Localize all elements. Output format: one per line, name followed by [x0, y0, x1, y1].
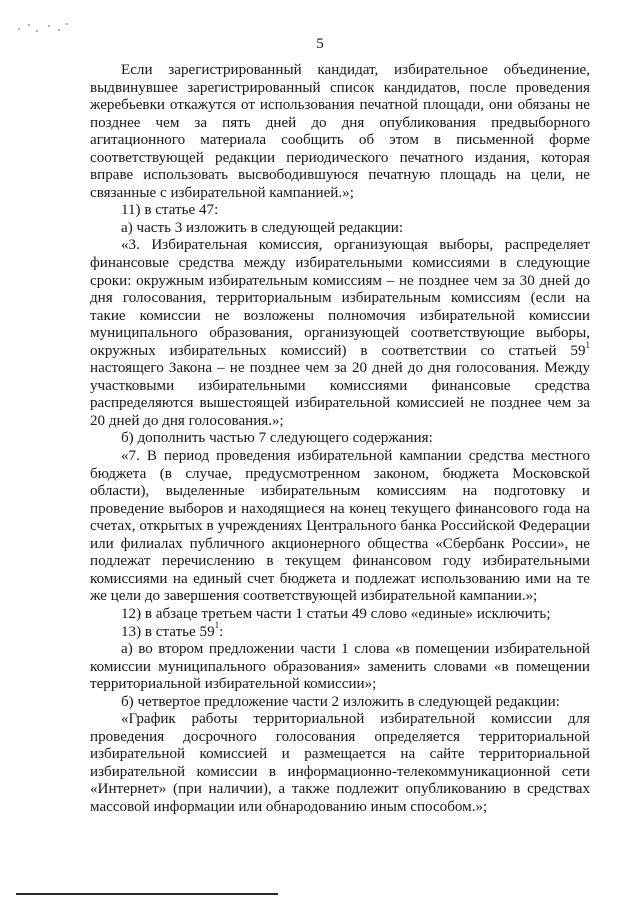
- paragraph-text: настоящего Закона – не позднее чем за 20 дней до дня голосования. Между участковыми избирательными комиссиями финансовые средства распределяются вышестоящей избирательной комиссией не позднее чем за 20 дней до дня голосования.»;: [90, 360, 590, 429]
- superscript: 1: [585, 339, 590, 350]
- paragraph: а) часть 3 изложить в следующей редакции:: [121, 219, 404, 236]
- paragraph: б) дополнить частью 7 следующего содержания:: [121, 430, 433, 447]
- paragraph: 11) в статье 47:: [121, 202, 219, 219]
- paragraph: «7. В период проведения избирательной кампании средства местного бюджета (в случае, предусмотренном законом, бюджета Московской области), выделенные избирательным комиссиям на подготовку и проведение выборов и находящиеся на конец текущего финансового года на счетах, открытых в учреждениях Центрального банка Российской Федерации или филиалах публичного акционерного общества «Сбербанк России», не подлежат перечислению в текущем финансовом году избирательными комиссиями на единый счет бюджета и подлежат использованию ими на те же цели до завершения соответствующей избирательной кампании.»;: [90, 448, 590, 605]
- paragraph: [90, 620, 590, 642]
- paragraph: «График работы территориальной избирательной комиссии для проведения досрочного голосования определяется территориальной избирательной комиссией и размещается на сайте территориальной избирательной комиссии в информационно-телекоммуникационной сети «Интернет» (при наличии), а также подлежит опубликованию в средствах массовой информации или обнародованию иным способом.»;: [90, 711, 590, 815]
- page-number: 5: [316, 36, 324, 52]
- paragraph-text: «3. Избирательная комиссия, организующая выборы, распределяет финансовые средства между избирательными комиссиями в следующие сроки: окружным избирательным комиссиям – не позднее чем за 30 дней до дня голосования, территориальным избирательным комиссиям (если на такие комиссии не возложены полномочия избирательной комиссии муниципального образования, организующей соответствующие выборы, окружных избирательных комиссий) в соответствии со статьей 59: [90, 237, 590, 359]
- paragraph: 12) в абзаце третьем части 1 статьи 49 слово «единые» исключить;: [121, 605, 551, 622]
- footer-rule: [16, 893, 278, 895]
- paragraph: а) во втором предложении части 1 слова «в помещении избирательной комиссии муниципального образования» заменить словами «в помещении территориальной избирательной комиссии»;: [90, 641, 590, 693]
- paragraph-text: 13) в статье 59: [121, 623, 215, 640]
- paragraph-text: :: [219, 623, 224, 640]
- scan-artifact: [14, 16, 84, 36]
- paragraph: [90, 237, 590, 430]
- superscript: 1: [214, 620, 220, 631]
- paragraph: Если зарегистрированный кандидат, избирательное объединение, выдвинувшее зарегистрированный список кандидатов, после проведения жеребьевки откажутся от использования печатной площади, они обязаны не позднее чем за пять дней до дня опубликования предвыборного агитационного материала сообщить об этом в письменной форме соответствующей редакции периодического печатного издания, которая вправе использовать высвободившуюся печатную площадь на цели, не связанные с избирательной кампанией.»;: [90, 62, 590, 201]
- document-body: [90, 62, 590, 817]
- paragraph: б) четвертое предложение части 2 изложить в следующей редакции:: [121, 693, 560, 710]
